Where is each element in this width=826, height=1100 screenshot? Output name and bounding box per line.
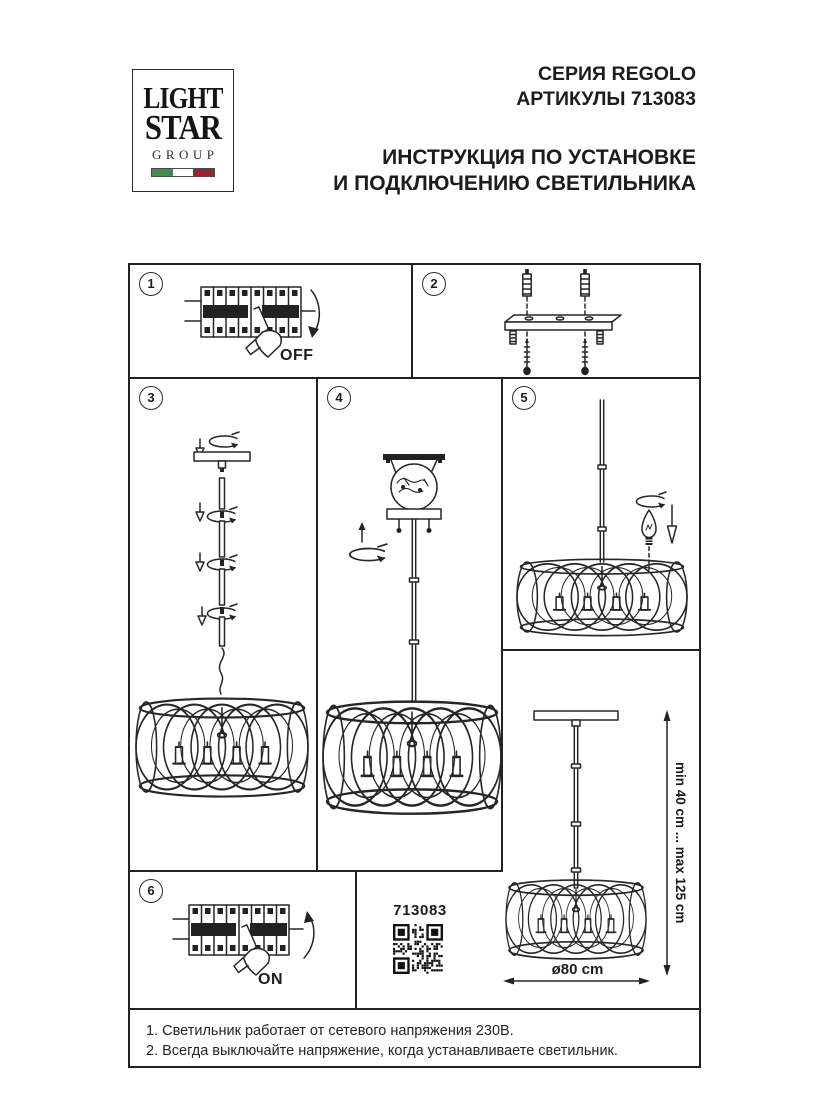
article-number-line: АРТИКУЛЫ 713083 <box>516 88 696 110</box>
italian-flag-icon <box>151 168 215 177</box>
step-6-number: 6 <box>139 879 163 903</box>
instruction-title-line1: ИНСТРУКЦИЯ ПО УСТАНОВКЕ <box>382 146 696 169</box>
step-3-number: 3 <box>139 386 163 410</box>
qr-code-icon <box>393 924 443 974</box>
panel-dimensions <box>503 651 699 1010</box>
step-2-number: 2 <box>422 272 446 296</box>
step-1-number: 1 <box>139 272 163 296</box>
panel-notes <box>130 1010 699 1066</box>
header-text <box>333 62 696 196</box>
diameter-label: ø80 cm <box>551 961 604 978</box>
logo-word-star: STAR <box>144 108 222 147</box>
instruction-title-line2: И ПОДКЛЮЧЕНИЮ СВЕТИЛЬНИКА <box>333 171 696 195</box>
article-number: 713083 <box>393 902 447 919</box>
series-title: СЕРИЯ REGOLO <box>537 63 696 85</box>
lightstar-logo <box>132 69 234 192</box>
on-label: ON <box>258 971 283 988</box>
panel-article-qr <box>357 872 503 1010</box>
step-4-number: 4 <box>327 386 351 410</box>
panel-step-3 <box>130 379 318 872</box>
flag-green-stripe <box>152 169 173 176</box>
panel-step-5 <box>503 379 699 651</box>
panel-step-1 <box>130 265 413 379</box>
panel-step-2 <box>413 265 699 379</box>
panel-step-6 <box>130 872 357 1010</box>
flag-white-stripe <box>173 169 194 176</box>
step-5-number: 5 <box>512 386 536 410</box>
flag-red-stripe <box>193 169 214 176</box>
logo-word-light: LIGHT <box>143 80 223 115</box>
diagram-grid <box>128 263 701 1068</box>
off-label: OFF <box>280 347 314 364</box>
note-2: 2. Всегда выключайте напряжение, когда устанавливаете светильник. <box>146 1043 618 1059</box>
logo-word-group: GROUP <box>151 147 219 162</box>
panel-step-4 <box>318 379 503 872</box>
height-range-label: min 40 cm ... max 125 cm <box>673 762 688 924</box>
note-1: 1. Светильник работает от сетевого напряжения 230В. <box>146 1023 514 1039</box>
